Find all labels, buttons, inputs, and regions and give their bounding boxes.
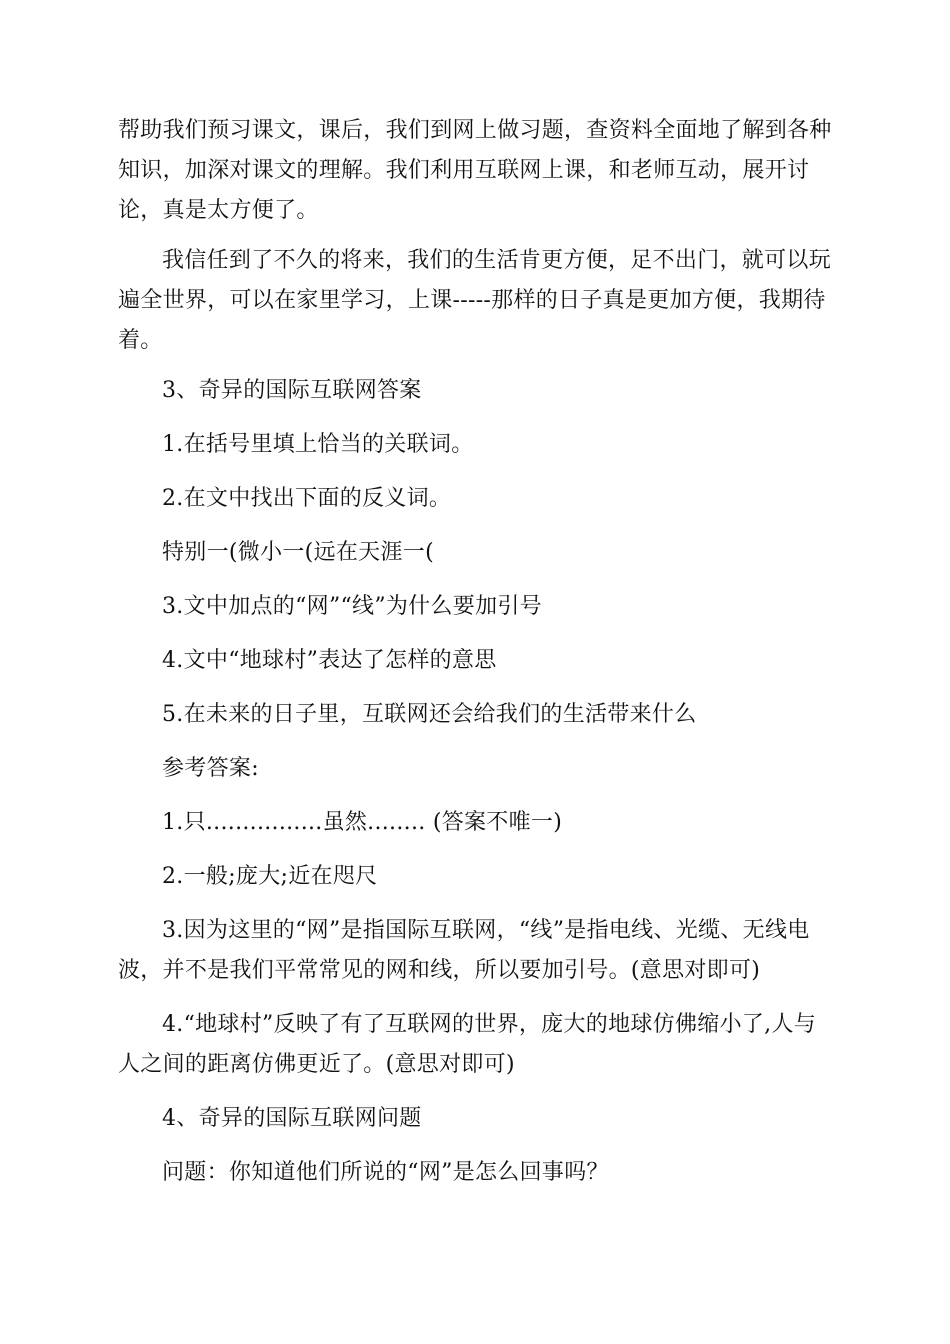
question-4: 4.文中“地球村”表达了怎样的意思 [162,648,497,673]
answer-1: 1.只................虽然........ (答案不唯一) [162,810,563,835]
question-1: 1.在括号里填上恰当的关联词。 [162,432,474,457]
answer-4: 4.“地球村”反映了有了互联网的世界，庞大的地球仿佛缩小了,人与人之间的距离仿佛更近了。(意思对即可) [118,1012,817,1077]
answer-3: 3.因为这里的“网”是指国际互联网，“线”是指电线、光缆、无线电波，并不是我们平常常见的网和线，所以要加引号。(意思对即可) [118,918,810,983]
paragraph-continuation: 帮助我们预习课文，课后，我们到网上做习题，查资料全面地了解到各种知识，加深对课文的理解。我们利用互联网上课，和老师互动，展开讨论，真是太方便了。 [118,118,832,223]
antonym-prompts: 特别一(微小一(远在天涯一( [162,540,434,565]
reference-answer-heading: 参考答案: [162,756,259,781]
question-5: 5.在未来的日子里，互联网还会给我们的生活带来什么 [162,702,697,727]
answer-2: 2.一般;庞大;近在咫尺 [162,864,378,889]
question-3: 3.文中加点的“网”“线”为什么要加引号 [162,594,542,619]
section-heading-questions: 4、奇异的国际互联网问题 [162,1106,422,1131]
paragraph-future: 我信任到了不久的将来，我们的生活肯更方便，足不出门，就可以玩遍全世界，可以在家里学习，上课-----那样的日子真是更加方便，我期待着。 [118,248,832,353]
question-network: 问题：你知道他们所说的“网”是怎么回事吗？ [162,1160,609,1185]
question-2: 2.在文中找出下面的反义词。 [162,486,452,511]
section-heading-answers: 3、奇异的国际互联网答案 [162,378,422,403]
